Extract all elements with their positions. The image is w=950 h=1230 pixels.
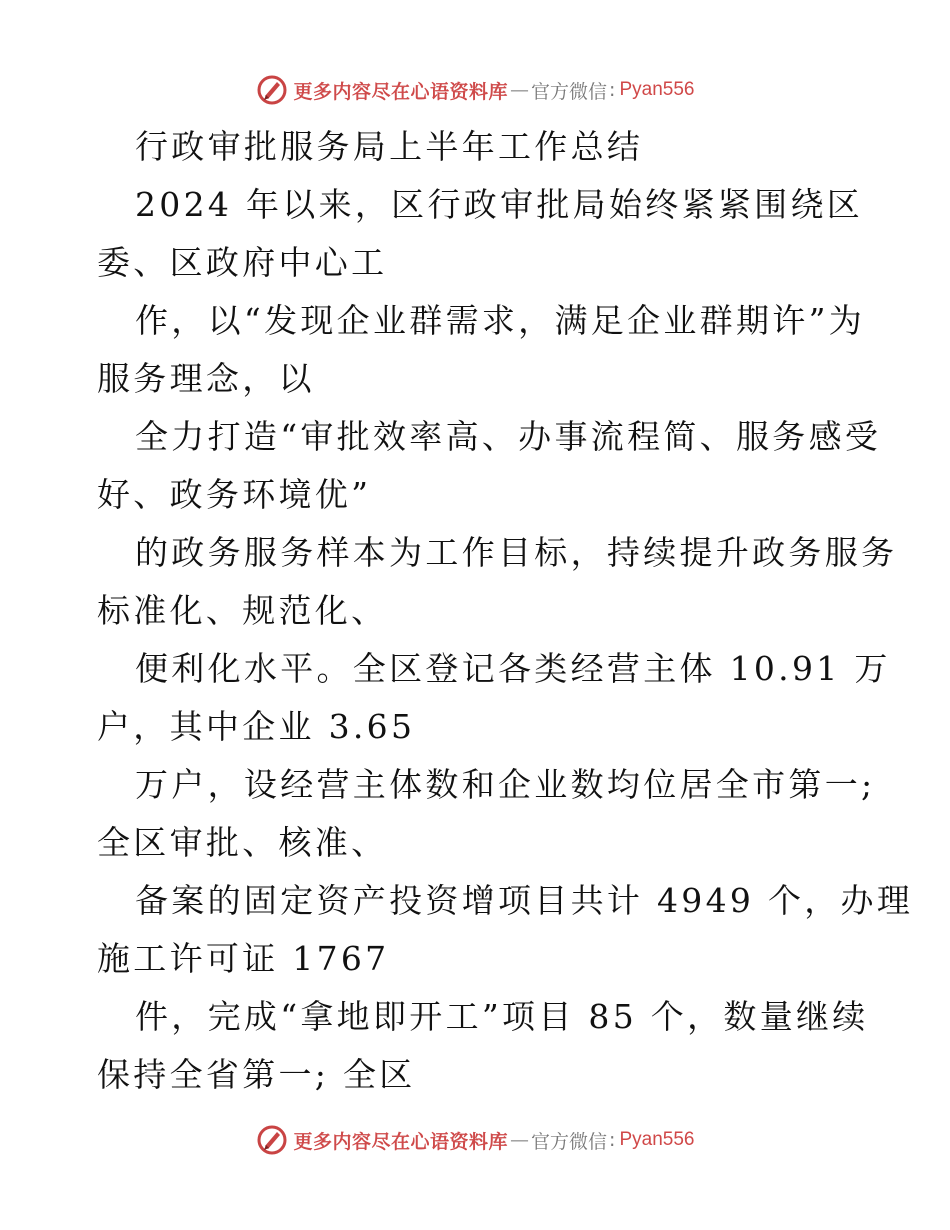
text-line: 施工许可证 1767 [97, 939, 390, 978]
pen-logo-icon [256, 1124, 288, 1156]
text-line: 备案的固定资产投资增项目共计 4949 个，办理 [135, 881, 914, 920]
text-line: 保持全省第一; 全区 [97, 1055, 416, 1094]
text-line: 2024 年以来，区行政审批局始终紧紧围绕区 [135, 185, 864, 224]
text-line: 万户，设经营主体数和企业数均位居全市第一; [135, 765, 876, 804]
banner-dash: — [510, 79, 530, 101]
text-line: 全区审批、核准、 [97, 823, 388, 862]
text-line: 件，完成“拿地即开工”项目 85 个，数量继续 [135, 997, 869, 1036]
header-banner [0, 70, 950, 110]
text-line: 标准化、规范化、 [97, 591, 388, 630]
pen-logo-icon [256, 74, 288, 106]
banner-site-text: 更多内容尽在心语资料库 [293, 1130, 509, 1153]
banner-colon: : [609, 79, 616, 101]
text-line: 的政务服务样本为工作目标，持续提升政务服务 [135, 533, 898, 572]
text-line: 作，以“发现企业群需求，满足企业群期许”为 [135, 301, 866, 340]
text-line: 好、政务环境优” [97, 475, 372, 514]
document-body [97, 118, 914, 1104]
banner-wechat-id: Pyan556 [619, 79, 695, 100]
banner-wechat-label: 官方微信 [531, 1130, 608, 1153]
text-line: 全力打造“审批效率高、办事流程简、服务感受 [135, 417, 882, 456]
text-line: 便利化水平。全区登记各类经营主体 10.91 万 [135, 649, 891, 688]
text-line: 户，其中企业 3.65 [97, 707, 416, 746]
text-line: 委、区政府中心工 [97, 243, 388, 282]
banner-dash: — [510, 1129, 530, 1151]
footer-banner [0, 1120, 950, 1160]
banner-colon: : [609, 1129, 616, 1151]
banner-wechat-label: 官方微信 [531, 80, 608, 103]
text-line: 服务理念，以 [97, 359, 315, 398]
document-title: 行政审批服务局上半年工作总结 [135, 127, 644, 166]
banner-wechat-id: Pyan556 [619, 1129, 695, 1150]
banner-site-text: 更多内容尽在心语资料库 [293, 80, 509, 103]
